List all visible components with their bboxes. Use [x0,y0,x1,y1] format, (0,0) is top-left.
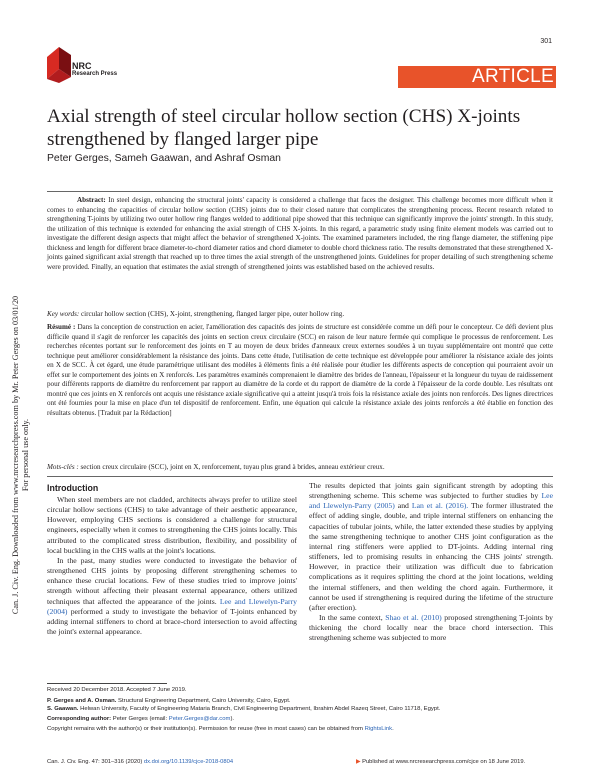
logo-nrc-text: NRC [72,61,92,71]
copyright-text: Copyright remains with the author(s) or their institution(s). Permission for reuse (free in most cases) can be obtained from [47,726,363,732]
published-text: Published at [362,759,394,765]
keywords-label: Key words: [47,310,80,318]
nrc-logo-mark-icon [47,47,71,83]
logo-press-text: Research Press [72,71,118,77]
citation-text: Can. J. Civ. Eng. 47: 301–316 (2020) [47,759,143,765]
keywords-text: circular hollow section (CHS), X-joint, strengthening, flanged larger pipe, outer hollow ring. [81,310,345,318]
published-url: www.nrcresearchpress.com/cjce [395,759,479,765]
paragraph-text: performed a study to investigate the behavior of T-joints enhanced by adding internal stiffeners to chord at brace-chord intersection to avoid affecting the joint's external appearance. [47,606,297,637]
author-list: Peter Gerges, Sameh Gaawan, and Ashraf Osman [47,153,281,164]
affiliation-names: P. Gerges and A. Osman. [47,698,117,704]
nrc-logo [47,47,157,87]
published-date: on 18 June 2019. [480,759,526,765]
citation-link[interactable]: Lee and Llewelyn-Parry (2005) [309,491,553,511]
page-number: 301 [540,38,552,45]
published-line [356,759,525,765]
paragraph-text: In the same context, [319,613,383,623]
introduction-heading: Introduction [47,483,99,493]
affiliation-1 [47,698,557,706]
corresponding-end: ). [230,716,235,722]
published-arrow-icon: ▶ [356,759,361,765]
rightslink-link[interactable]: RightsLink [364,726,393,732]
affiliation-text: Helwan University, Faculty of Engineering Mataria Branch, Civil Engineering Department, Ibrahim Abdel Razeq Street, Cairo 11718, Egypt. [80,706,441,712]
resume-label: Résumé : [47,323,76,331]
doi-link[interactable]: dx.doi.org/10.1139/cjce-2018-0804 [143,759,234,765]
corresponding-text: Peter Gerges (email: [112,716,168,722]
keywords [47,310,553,320]
citation-link[interactable]: Lee and Llewelyn-Parry (2004) [47,596,297,616]
citation-link[interactable]: Lan et al. (2016). [411,501,469,511]
corresponding-author [47,716,557,724]
download-notice [4,170,38,740]
corresponding-label: Corresponding author: [47,716,112,722]
copyright-notice [47,726,557,734]
paragraph: When steel members are not cladded, architects always prefer to utilize steel circular hollow sections (CHS) to take advantage of their aesthetic appearance, However, employing CHS sections is considered a challenge for structural engineers, especially when it comes to strengthening the CHS joints locally. This attributed to the complicated stress distribution, flexibility, and possibility of local buckling in the CHS walls at the joint's locations. [47,495,297,555]
received-date: Received 20 December 2018. Accepted 7 June 2019. [47,687,187,693]
right-column [309,481,553,644]
abstract-en [47,196,553,272]
affiliation-text: Structural Engineering Department, Cairo University, Cairo, Egypt. [118,698,291,704]
footnote-divider [47,683,167,684]
copyright-end: . [392,726,394,732]
download-notice-line: Can. J. Civ. Eng. Downloaded from www.nrcresearchpress.com by Mr. Peter Gerges on 03/01/20 [11,295,20,615]
paragraph-text: proposed strengthening T-joints by thickening the chord locally near the brace chord intersection. This strengthening scheme was subjected to more [309,613,554,643]
paragraph-text: In the past, many studies were conducted to investigate the behavior of strengthened CHS joints by proposing different strengthening schemes to enhance these crucial locations. Few of these studies tried to improve joints' strength without affecting their pleasant external appearance, others utilized techniques that affected the appearance of the joints. [47,555,297,606]
affiliation-names: S. Gaawan. [47,706,79,712]
abstract-label: Abstract: [77,196,106,204]
citation-line [47,759,233,765]
affiliation-2 [47,706,557,714]
abstract-text: In steel design, enhancing the structural joints' capacity is considered a challenge that faces the designer. This challenge becomes more difficult when it comes to enhancing the capacities of circular hollow section (CHS) joints due to their closed nature that complicates the strengthening process. Recent research related to strengthening T-joints by utilizing two outer hollow ring flanges welded to additional pipe showed that this technique can significantly improve the joints' strength. In this study, the utilization of this technique is extended for enhancing the axial strength of CHS X-joints. In this regard, a parametric study using finite element models was carried out to investigate the different design aspects that might affect the behavior of strengthened X-joints. The examined parameters included, the ring flange diameter, the stiffening pipe thickness and length for different brace diameter-to-chord diameter ratios and chord diameter to double chord thickness ratio. The results demonstrated that these strengthened X-joints gained significant axial strength that reached up to three times the axial strength of the unstrengthened joints. Guidelines for proper detailing of such strengthening scheme were provided. Finally, an equation that estimates the axial strength of strengthened joints was established based on the achieved results. [47,196,553,271]
mots-cles-label: Mots-clés : [47,463,79,471]
paragraph [309,481,553,613]
paragraph [309,613,553,643]
resume-text: Dans la conception de construction en acier, l'amélioration des capacités des joints de structure est considérée comme un défi pour le concepteur. Ce défi devient plus difficile quand il s'agit de renforcer les capacités des joints en section creux circulaire (SCC) en raison de leur nature fermée qui complique le processus de renforcement. Les recherches récentes portant sur le renforcement des joints en T au moyen de deux brides d'anneaux creux externes soudées à un tuyau supplémentaire ont montré que cette technique peut améliorer considérablement la résistance des joints. Dans cette étude, l'utilisation de cette technique est développée pour améliorer la résistance axiale des joints en X de SCC. À cet égard, une étude paramétrique utilisant des modèles à éléments finis a été réalisée pour étudier les différents aspects de conception qui pourraient avoir un effet sur le comportement des joints en X renforcés. Les paramètres examinés comprenaient le diamètre des brides de l'anneau, l'épaisseur et la longueur du tuyau de raidissement pour différents rapports de diamètre du renforcement par rapport au diamètre de la corde et du rapport de diamètre de la corde à l'épaisseur de la corde double. Les résultats ont montré que ces joints en X renforcés ont acquis une résistance axiale significative qui a atteint jusqu'à trois fois la résistance axiale des joints non renforcés. Des lignes directrices ont été fournies pour la mise en place d'un tel dispositif de renforcement. Enfin, une équation qui calcule la résistance axiale des joints renforcés a été établie en fonction des résultats obtenus. [Traduit par la Rédaction] [47,323,554,417]
left-column [47,495,297,637]
citation-link[interactable]: Shao et al. (2010) [385,613,442,623]
mots-cles-text: section creux circulaire (SCC), joint en X, renforcement, tuyau plus grand à brides, anneau extérieur creux. [80,463,385,471]
mots-cles [47,463,553,473]
paragraph-text: The former illustrated the effect of adding single, double, and triple internal stiffeners on enhancing the capacities of tubular joints, while, the latter extended these studies by applying the same strengthening technique to another CHS joint configuration as the internal ring stiffeners were applied to DT-joints. Adding internal ring stiffeners, led to promising results in enhancing the CHS joints' strength. However, in practice their utilization was difficult due to fabrication complications as it requires splitting the chord at the joint locations, welding the internal stiffeners, and then welding the chord again. Furthermore, it cannot be used if strengthening is required during the lifetime of the structure (after erection). [309,501,553,612]
email-link[interactable]: Peter.Gerges@dar.com [168,716,231,722]
personal-use-notice: For personal use only. [21,418,30,492]
article-type-banner: ARTICLE [398,66,556,88]
abstract-fr [47,323,553,418]
paper-title: Axial strength of steel circular hollow section (CHS) X-joints strengthened by flanged larger pipe [47,106,521,150]
paragraph-text: The results depicted that joints gain significant strength by adopting this strengthening scheme. This scheme was subjected to further studies by [309,481,553,501]
paragraph-text: and [397,501,409,511]
paragraph [47,556,297,637]
